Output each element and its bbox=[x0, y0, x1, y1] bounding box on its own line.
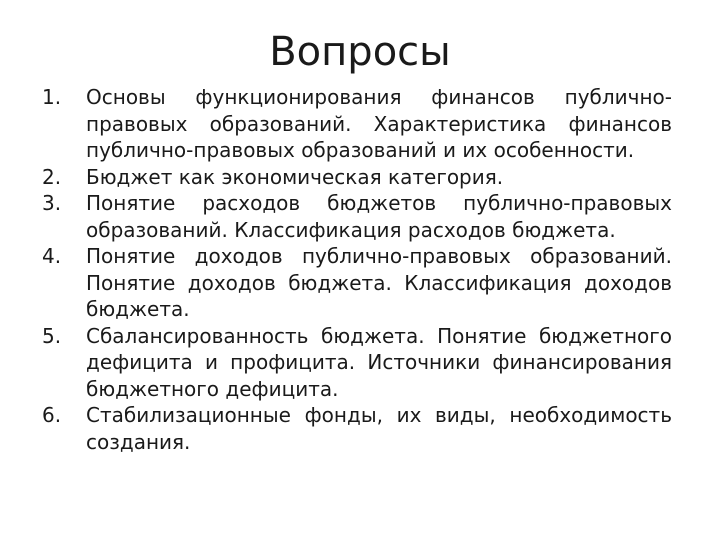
list-item bbox=[42, 190, 672, 243]
list-item-text: Основы функционирования финансов публично-правовых образований. Характеристика финансов публично-правовых образований и их особенности. bbox=[86, 85, 672, 162]
list-item-text: Понятие доходов публично-правовых образований. Понятие доходов бюджета. Классификация доходов бюджета. bbox=[86, 244, 672, 321]
list-item-number: 6. bbox=[42, 403, 62, 427]
list-item-number: 5. bbox=[42, 323, 62, 348]
list-item-text: Бюджет как экономическая категория. bbox=[86, 164, 504, 189]
list-item-number: 1. bbox=[42, 85, 62, 109]
slide-title: Вопросы bbox=[269, 29, 451, 75]
list-item-text: Стабилизационные фонды, их виды, необходимость создания. bbox=[86, 403, 672, 454]
list-item-text: Понятие расходов бюджетов публично-правовых образований. Классификация расходов бюджета. bbox=[86, 191, 672, 242]
list-item bbox=[42, 323, 672, 403]
list-item-number: 3. bbox=[42, 191, 62, 215]
list-item-text: Сбалансированность бюджета. Понятие бюджетного дефицита и профицита. Источники финансирования бюджетного дефицита. bbox=[86, 323, 672, 401]
list-item-number: 4. bbox=[42, 244, 62, 268]
list-item-number: 2. bbox=[42, 164, 62, 189]
list-item bbox=[42, 243, 672, 323]
questions-list bbox=[42, 84, 672, 455]
list-item bbox=[42, 402, 672, 455]
list-item bbox=[42, 164, 672, 191]
list-item bbox=[42, 84, 672, 164]
